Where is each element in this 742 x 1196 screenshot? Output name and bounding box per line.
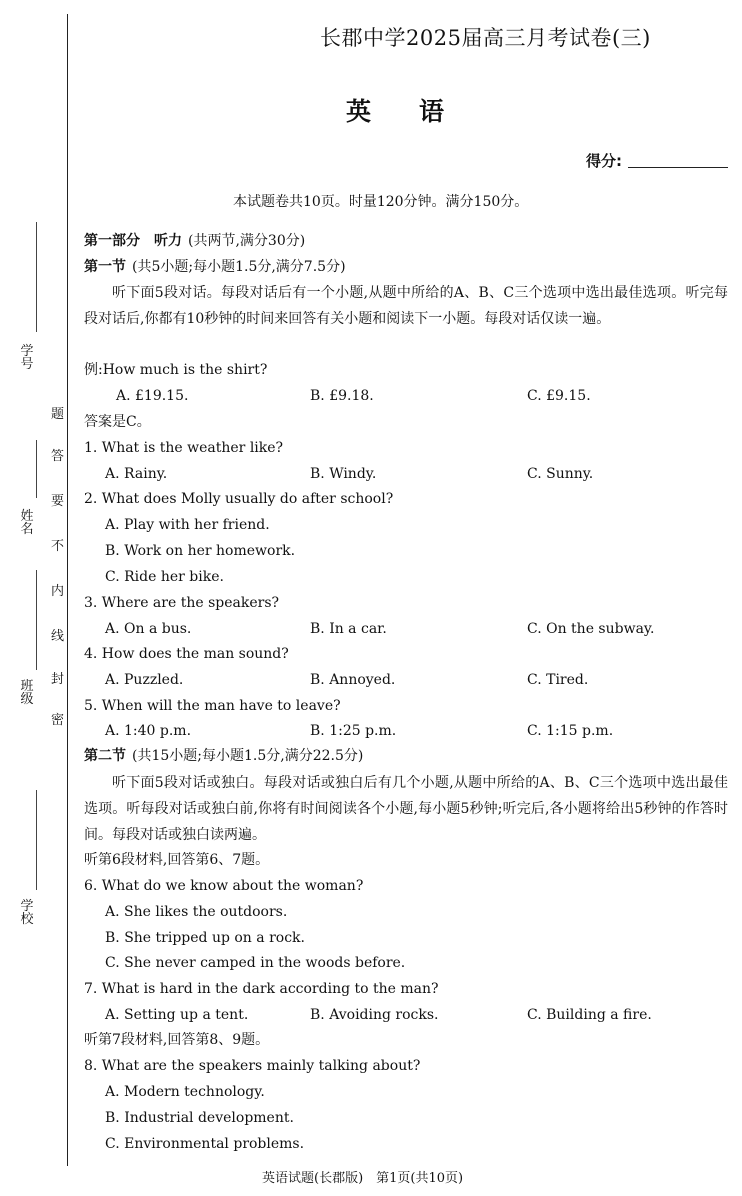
question-8: 8. What are the speakers mainly talking about?: [84, 1058, 421, 1074]
q8-option-a: A. Modern technology.: [105, 1084, 265, 1100]
field-class: 班级: [20, 679, 34, 707]
question-2: 2. What does Molly usually do after school?: [84, 491, 394, 507]
q1-option-c: C. Sunny.: [527, 466, 594, 482]
q2-option-a: A. Play with her friend.: [105, 517, 270, 533]
q4-option-c: C. Tired.: [527, 672, 589, 688]
question-6: 6. What do we know about the woman?: [84, 878, 364, 894]
q1-option-a: A. Rainy.: [105, 466, 168, 482]
q4-option-a: A. Puzzled.: [105, 672, 184, 688]
field-student-number: 学号: [20, 344, 34, 372]
blank-line-class: [36, 570, 37, 670]
q2-option-c: C. Ride her bike.: [105, 569, 224, 585]
exam-title: 长郡中学2025届高三月考试卷(三): [320, 26, 651, 50]
q7-option-c: C. Building a fire.: [527, 1007, 652, 1023]
score-label: 得分:: [586, 152, 622, 170]
q6-option-c: C. She never camped in the woods before.: [105, 955, 406, 971]
blank-line-name: [36, 440, 37, 498]
material-6-note: 听第6段材料,回答第6、7题。: [84, 852, 270, 868]
blank-line-student-number: [36, 222, 37, 332]
q3-option-b: B. In a car.: [310, 621, 387, 637]
seal-char: 不: [51, 539, 65, 554]
seal-char: 内: [51, 584, 65, 599]
part1-heading: 第一部分 听力 (共两节,满分30分): [84, 233, 306, 249]
section1-heading: 第一节 (共5小题;每小题1.5分,满分7.5分): [84, 259, 346, 275]
question-4: 4. How does the man sound?: [84, 646, 289, 662]
example-option-b: B. £9.18.: [310, 388, 374, 404]
section2-instructions: 听下面5段对话或独白。每段对话或独白后有几个小题,从题中所给的A、B、C三个选项中选出最佳选项。听每段对话或独白前,你将有时间阅读各个小题,每小题5秒钟;听完后,各小题将给出5秒钟的作答时间。每段对话或独白读两遍。: [84, 775, 728, 843]
example-answer: 答案是C。: [84, 414, 151, 430]
field-school: 学校: [20, 899, 34, 927]
question-3: 3. Where are the speakers?: [84, 595, 280, 611]
seal-char: 线: [51, 629, 65, 644]
q7-option-a: A. Setting up a tent.: [105, 1007, 249, 1023]
q6-option-a: A. She likes the outdoors.: [105, 904, 288, 920]
subject-title: 英语: [346, 97, 493, 126]
seal-char: 封: [51, 672, 65, 687]
material-7-note: 听第7段材料,回答第8、9题。: [84, 1032, 270, 1048]
question-5: 5. When will the man have to leave?: [84, 698, 341, 714]
q5-option-b: B. 1:25 p.m.: [310, 723, 397, 739]
q8-option-b: B. Industrial development.: [105, 1110, 294, 1126]
section2-heading: 第二节 (共15小题;每小题1.5分,满分22.5分): [84, 748, 364, 764]
exam-intro: 本试题卷共10页。时量120分钟。满分150分。: [233, 194, 529, 210]
q3-option-c: C. On the subway.: [527, 621, 655, 637]
blank-line-school: [36, 790, 37, 890]
example-question: 例:How much is the shirt?: [84, 362, 268, 378]
q1-option-b: B. Windy.: [310, 466, 377, 482]
seal-char: 密: [51, 713, 65, 728]
q2-option-b: B. Work on her homework.: [105, 543, 296, 559]
q7-option-b: B. Avoiding rocks.: [310, 1007, 439, 1023]
q6-option-b: B. She tripped up on a rock.: [105, 930, 305, 946]
question-1: 1. What is the weather like?: [84, 440, 284, 456]
example-option-c: C. £9.15.: [527, 388, 591, 404]
q4-option-b: B. Annoyed.: [310, 672, 396, 688]
score-blank: [628, 167, 728, 168]
q5-option-a: A. 1:40 p.m.: [105, 723, 192, 739]
q5-option-c: C. 1:15 p.m.: [527, 723, 614, 739]
q8-option-c: C. Environmental problems.: [105, 1136, 305, 1152]
seal-char: 答: [51, 449, 65, 464]
page-footer: 英语试题(长郡版) 第1页(共10页): [262, 1171, 464, 1186]
q3-option-a: A. On a bus.: [105, 621, 192, 637]
example-option-a: A. £19.15.: [116, 388, 189, 404]
seal-char: 要: [51, 494, 65, 509]
binding-line: [67, 14, 68, 1166]
field-name: 姓名: [20, 509, 34, 537]
question-7: 7. What is hard in the dark according to the man?: [84, 981, 439, 997]
section1-instructions: 听下面5段对话。每段对话后有一个小题,从题中所给的A、B、C三个选项中选出最佳选项。听完每段对话后,你都有10秒钟的时间来回答有关小题和阅读下一小题。每段对话仅读一遍。: [84, 285, 728, 327]
seal-char: 题: [51, 407, 65, 422]
